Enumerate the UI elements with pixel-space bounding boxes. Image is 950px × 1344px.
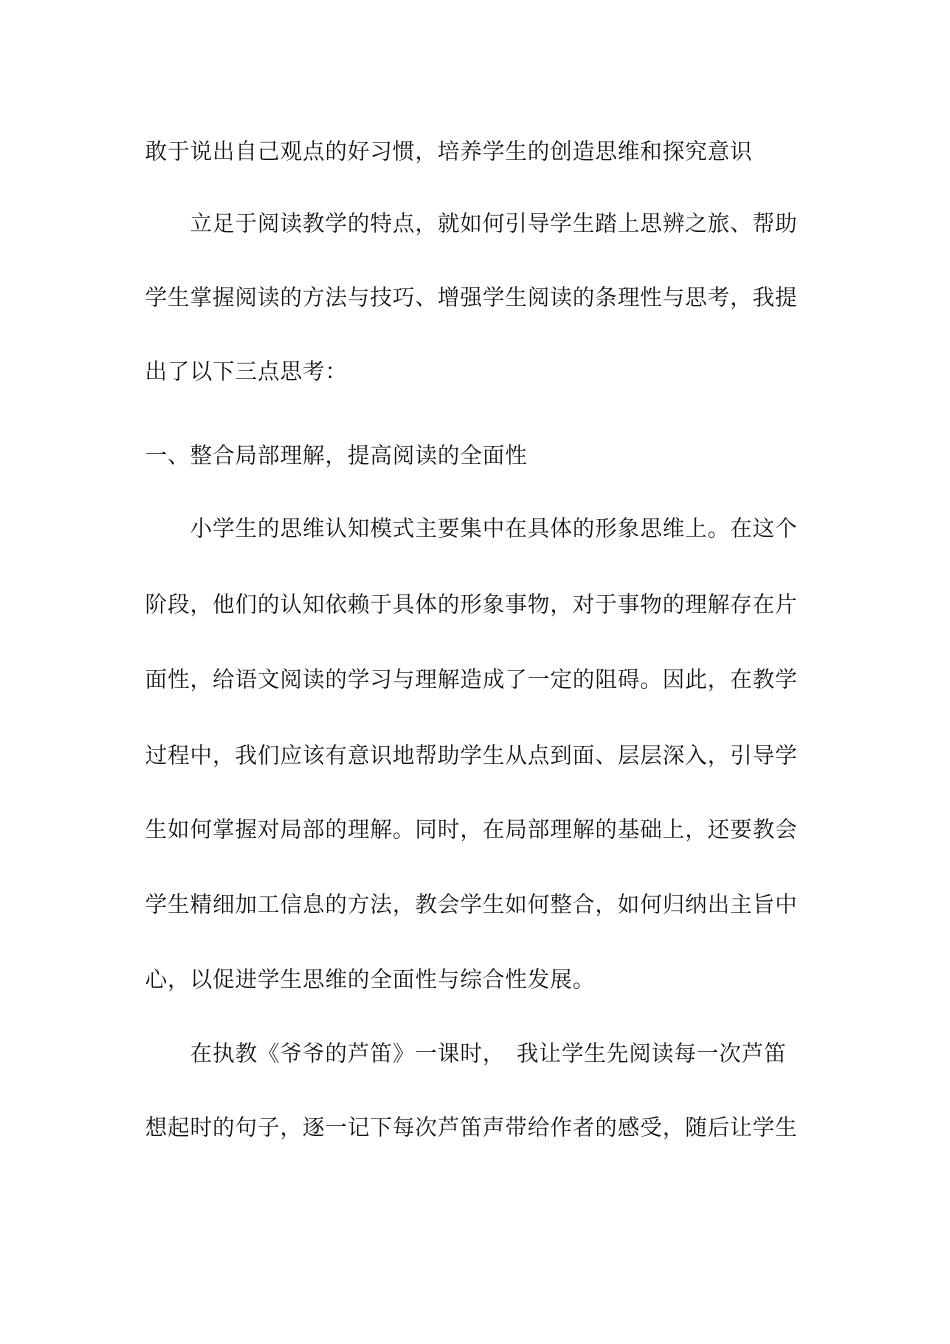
paragraph-line: 学生精细加工信息的方法，教会学生如何整合，如何归纳出主旨中 [145, 893, 798, 918]
paragraph-line: 敢于说出自己观点的好习惯，培养学生的创造思维和探究意识 [145, 140, 753, 165]
paragraph-line: 过程中，我们应该有意识地帮助学生从点到面、层层深入，引导学 [145, 744, 798, 769]
paragraph-line: 出了以下三点思考： [145, 360, 348, 385]
paragraph-line: 心，以促进学生思维的全面性与综合性发展。 [145, 968, 596, 993]
paragraph-line: 面性，给语文阅读的学习与理解造成了一定的阻碍。因此，在教学 [145, 668, 798, 693]
paragraph-line: 想起时的句子，逐一记下每次芦笛声带给作者的感受，随后让学生 [145, 1116, 798, 1141]
paragraph-line: 立足于阅读教学的特点，就如何引导学生踏上思辨之旅、帮助 [190, 212, 798, 237]
paragraph-line: 在执教《爷爷的芦笛》一课时， 我让学生先阅读每一次芦笛 [190, 1042, 787, 1067]
paragraph-line: 阶段，他们的认知依赖于具体的形象事物，对于事物的理解存在片 [145, 593, 798, 618]
section-heading: 一、整合局部理解，提高阅读的全面性 [145, 444, 528, 469]
paragraph-line: 学生掌握阅读的方法与技巧、增强学生阅读的条理性与思考，我提 [145, 286, 798, 311]
paragraph-line: 生如何掌握对局部的理解。同时，在局部理解的基础上，还要教会 [145, 818, 798, 843]
paragraph-line: 小学生的思维认知模式主要集中在具体的形象思维上。在这个 [190, 517, 798, 542]
